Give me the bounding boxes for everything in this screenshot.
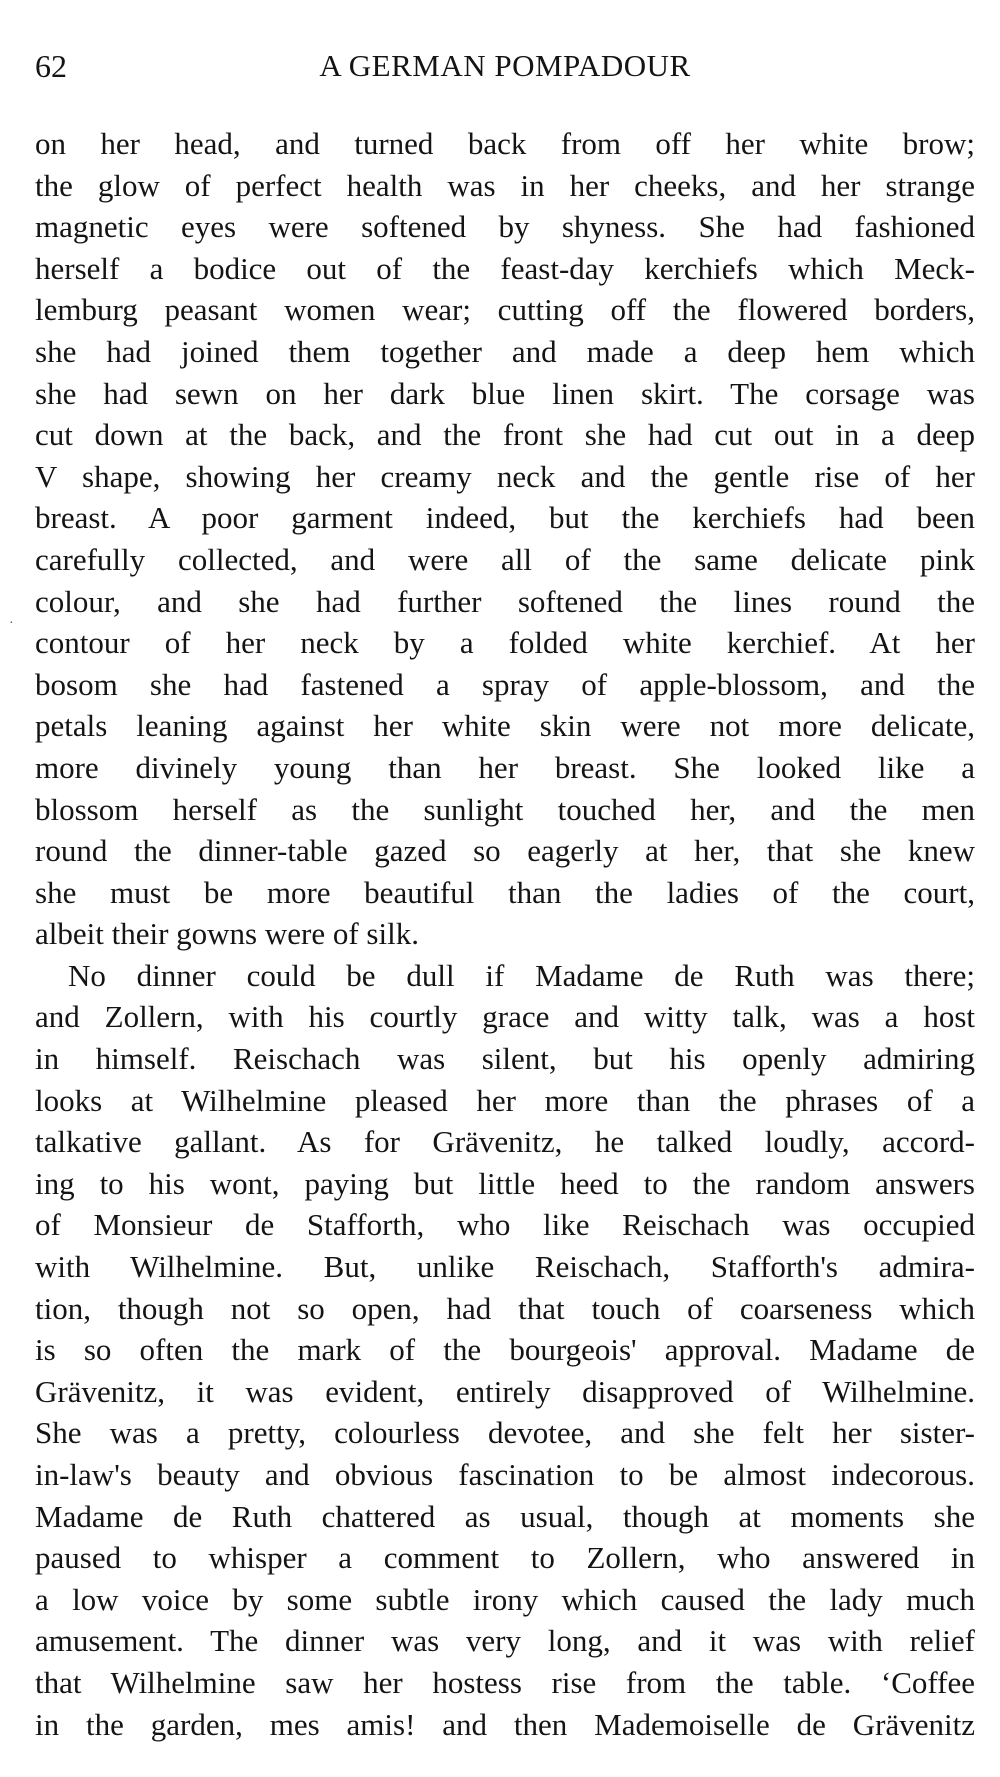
text-line: magnetic eyes were softened by shyness. She had fashioned — [35, 209, 975, 245]
paragraph-end-line: albeit their gowns were of silk. — [35, 916, 419, 952]
text-line: She was a pretty, colourless devotee, and she felt her sister- — [35, 1415, 975, 1451]
text-line: amusement. The dinner was very long, and it was with relief — [35, 1623, 975, 1659]
text-line: in himself. Reischach was silent, but his openly admiring — [35, 1041, 975, 1077]
text-line: contour of her neck by a folded white kerchief. At her — [35, 625, 975, 661]
text-line: V shape, showing her creamy neck and the gentle rise of her — [35, 458, 975, 494]
text-line: blossom herself as the sunlight touched her, and the men — [35, 791, 975, 827]
text-line: round the dinner-table gazed so eagerly at her, that she knew — [35, 833, 975, 869]
text-line: she must be more beautiful than the ladies of the court, — [35, 874, 975, 910]
paragraph-start-line: No dinner could be dull if Madame de Ruth was there; — [68, 957, 975, 993]
text-line: lemburg peasant women wear; cutting off the flowered borders, — [35, 292, 975, 328]
text-line: in-law's beauty and obvious fascination to be almost indecorous. — [35, 1457, 975, 1492]
text-line: of Monsieur de Stafforth, who like Reischach was occupied — [35, 1207, 975, 1243]
text-line: Grävenitz, it was evident, entirely disapproved of Wilhelmine. — [35, 1373, 975, 1409]
text-line: looks at Wilhelmine pleased her more than the phrases of a — [35, 1082, 975, 1118]
body-text — [35, 123, 975, 1745]
text-line: Madame de Ruth chattered as usual, though at moments she — [35, 1498, 975, 1534]
text-line: with Wilhelmine. But, unlike Reischach, Stafforth's admira- — [35, 1249, 975, 1285]
text-line: that Wilhelmine saw her hostess rise from the table. ‘Coffee — [35, 1664, 975, 1700]
text-line: breast. A poor garment indeed, but the kerchiefs had been — [35, 500, 975, 536]
text-line: petals leaning against her white skin were not more delicate, — [35, 708, 975, 744]
text-line: bosom she had fastened a spray of apple-blossom, and the — [35, 666, 975, 702]
page-number: 62 — [35, 48, 67, 84]
text-line: tion, though not so open, had that touch of coarseness which — [35, 1290, 975, 1326]
text-line: on her head, and turned back from off her white brow; — [35, 126, 975, 161]
text-line: talkative gallant. As for Grävenitz, he talked loudly, accord- — [35, 1124, 975, 1160]
text-line: paused to whisper a comment to Zollern, who answered in — [35, 1540, 975, 1576]
stray-mark: · — [9, 616, 14, 631]
text-line: herself a bodice out of the feast-day kerchiefs which Meck- — [35, 250, 975, 286]
text-line: she had joined them together and made a deep hem which — [35, 333, 975, 369]
text-line: the glow of perfect health was in her cheeks, and her strange — [35, 167, 975, 203]
text-line: ing to his wont, paying but little heed to the random answers — [35, 1165, 975, 1201]
text-line: cut down at the back, and the front she had cut out in a deep — [35, 417, 975, 453]
text-line: a low voice by some subtle irony which caused the lady much — [35, 1581, 975, 1617]
text-line: and Zollern, with his courtly grace and witty talk, was a host — [35, 999, 975, 1035]
text-line: more divinely young than her breast. She looked like a — [35, 749, 975, 785]
page-header — [35, 44, 975, 88]
text-line: carefully collected, and were all of the same delicate pink — [35, 541, 975, 577]
text-line: colour, and she had further softened the lines round the — [35, 583, 975, 619]
running-title: A GERMAN POMPADOUR — [319, 48, 691, 83]
text-line: she had sewn on her dark blue linen skirt. The corsage was — [35, 375, 975, 411]
text-line: in the garden, mes amis! and then Mademoiselle de Grävenitz — [35, 1706, 975, 1742]
text-line: is so often the mark of the bourgeois' approval. Madame de — [35, 1332, 975, 1368]
